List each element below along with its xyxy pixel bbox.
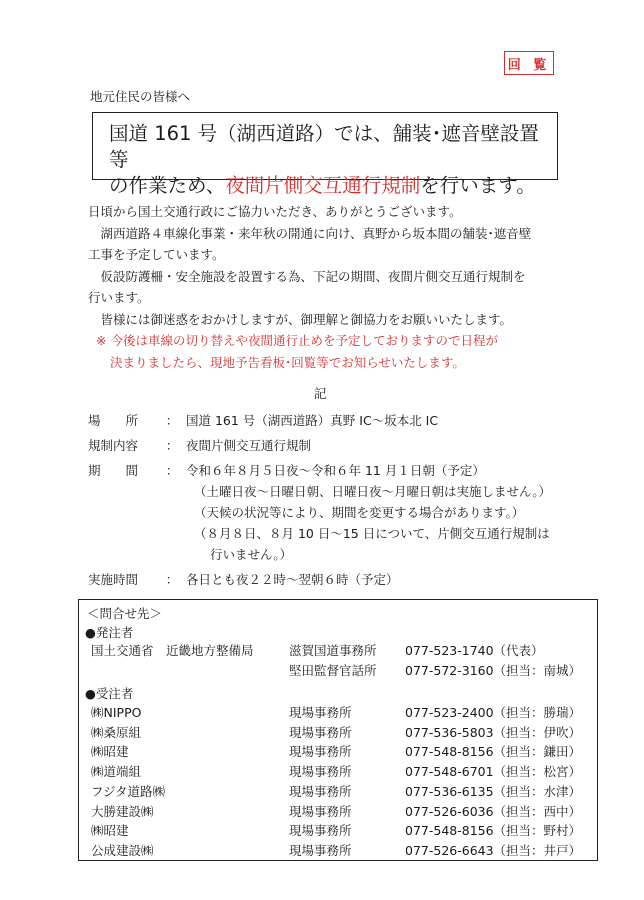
contact-office: 現場事務所: [289, 783, 352, 799]
contact-row: [91, 661, 591, 679]
place-colon: ：: [165, 413, 179, 428]
title-line-2-prefix: の作業ため、: [109, 174, 226, 197]
contact-office: 現場事務所: [289, 803, 352, 819]
contact-org: ㈱道端組: [91, 764, 142, 780]
content-colon: ：: [165, 438, 179, 453]
contact-tel: 077-523-2400（担当：勝瑞）: [405, 705, 582, 720]
time-colon: ：: [165, 572, 179, 587]
contact-tel: 077-548-8156（担当：鎌田）: [405, 744, 582, 760]
title-line-1: 国道 161 号（湖西道路）では、舗装･遮音壁設置等: [109, 122, 539, 171]
contact-tel: 077-548-8156（担当：野村）: [405, 823, 582, 839]
contact-org: 公成建設㈱: [91, 842, 154, 858]
contact-org: フジタ道路㈱: [91, 783, 166, 799]
ki-heading: 記: [314, 386, 327, 401]
contact-header: ＜問合せ先＞: [87, 606, 163, 621]
contact-office: 現場事務所: [289, 744, 352, 760]
contact-tel: 077-523-1740（代表）: [405, 643, 544, 658]
contact-row: [91, 762, 591, 780]
time-label: 実施時間: [88, 572, 139, 587]
body-para-3a: 仮設防護柵・安全施設を設置する為、下記の期間、夜間片側交互通行規制を: [88, 268, 526, 284]
body-para-2b: 工事を予定しています。: [88, 247, 225, 262]
note-line-2: 決まりましたら、現地予告看板･回覧等でお知らせいたします。: [110, 354, 465, 370]
contact-org: 大勝建設㈱: [91, 803, 154, 819]
content-label: 規制内容: [88, 438, 139, 453]
greeting: 日頃から国土交通行政にご協力いただき、ありがとうございます。: [88, 204, 462, 219]
contact-row: [91, 703, 591, 721]
detail-row-content: [88, 435, 588, 456]
contact-org: ㈱桑原組: [91, 724, 142, 740]
body-text: [88, 201, 578, 373]
contact-tel: 077-536-5803（担当：伊吹）: [405, 724, 582, 740]
contact-row: [91, 802, 591, 820]
contact-org: ㈱昭建: [91, 823, 129, 839]
contact-row: [91, 821, 591, 839]
title-highlight: 夜間片側交互通行規制: [225, 174, 421, 197]
circulation-stamp: 回 覧: [504, 51, 554, 75]
time-value: 各日とも夜２２時～翌朝６時（予定）: [186, 572, 399, 587]
contact-office: 現場事務所: [289, 724, 352, 740]
contact-tel: 077-548-6701（担当：松宮）: [405, 764, 582, 780]
contact-office: 現場事務所: [289, 842, 352, 858]
contact-row: [91, 641, 591, 659]
contact-org: ㈱昭建: [91, 744, 129, 760]
place-label: 場 所: [88, 413, 139, 428]
contact-office: 現場事務所: [289, 823, 352, 839]
period-values: [186, 460, 551, 565]
contact-tel: 077-526-6036（担当：西中）: [405, 803, 582, 819]
contractor-label: ●受注者: [85, 686, 134, 701]
details-section: [88, 410, 588, 594]
period-note-1: （土曜日夜～日曜日朝、日曜日夜～月曜日朝は実施しません。）: [194, 484, 552, 499]
body-para-3b: 行います。: [88, 290, 150, 305]
detail-row-time: [88, 569, 588, 590]
detail-row-place: [88, 410, 588, 431]
place-value: 国道 161 号（湖西道路）真野 IC～坂本北 IC: [186, 413, 439, 428]
contact-row: [91, 723, 591, 741]
contact-office: 現場事務所: [289, 764, 352, 780]
period-colon: ：: [165, 463, 179, 478]
period-note-3a: （８月８日、８月 10 日～15 日について、片側交互通行規制は: [194, 526, 550, 541]
title-box: [92, 112, 558, 197]
contact-office: 堅田監督官話所: [289, 663, 377, 678]
contact-org: 国土交通省 近畿地方整備局: [91, 643, 254, 658]
title-line-2: [109, 173, 547, 199]
body-para-2a: 湖西道路４車線化事業・来年秋の開通に向け、真野から坂本間の舗装･遮音壁: [88, 225, 532, 241]
contact-org: ㈱NIPPO: [91, 705, 142, 720]
addressee: 地元住民の皆様へ: [90, 89, 191, 104]
title-line-2-suffix: を行います。: [420, 174, 536, 197]
contact-tel: 077-526-6643（担当：井戸）: [405, 842, 582, 858]
contact-office: 滋賀国道事務所: [289, 643, 377, 658]
contact-row: [91, 841, 591, 859]
contact-row: [91, 742, 591, 760]
contact-office: 現場事務所: [289, 705, 352, 720]
period-note-2: （天候の状況等により、期間を変更する場合があります。）: [194, 505, 525, 520]
period-value: 令和６年８月５日夜～令和６年 11 月１日朝（予定）: [186, 463, 485, 478]
period-note-3b: 行いません。）: [210, 547, 293, 562]
contact-box: [78, 599, 598, 861]
contact-row: [91, 782, 591, 800]
period-label: 期 間: [88, 463, 139, 478]
detail-row-period: [88, 460, 588, 565]
note-line-1: ※ 今後は車線の切り替えや夜間通行止めを予定しておりますので日程が: [96, 333, 498, 348]
orderer-label: ●発注者: [85, 625, 134, 640]
content-value: 夜間片側交互通行規制: [186, 438, 312, 453]
contact-tel: 077-536-6135（担当：水津）: [405, 783, 582, 799]
contact-tel: 077-572-3160（担当：南城）: [405, 663, 582, 678]
body-para-4: 皆様には御迷惑をおかけしますが、御理解と御協力をお願いいたします。: [88, 311, 513, 327]
